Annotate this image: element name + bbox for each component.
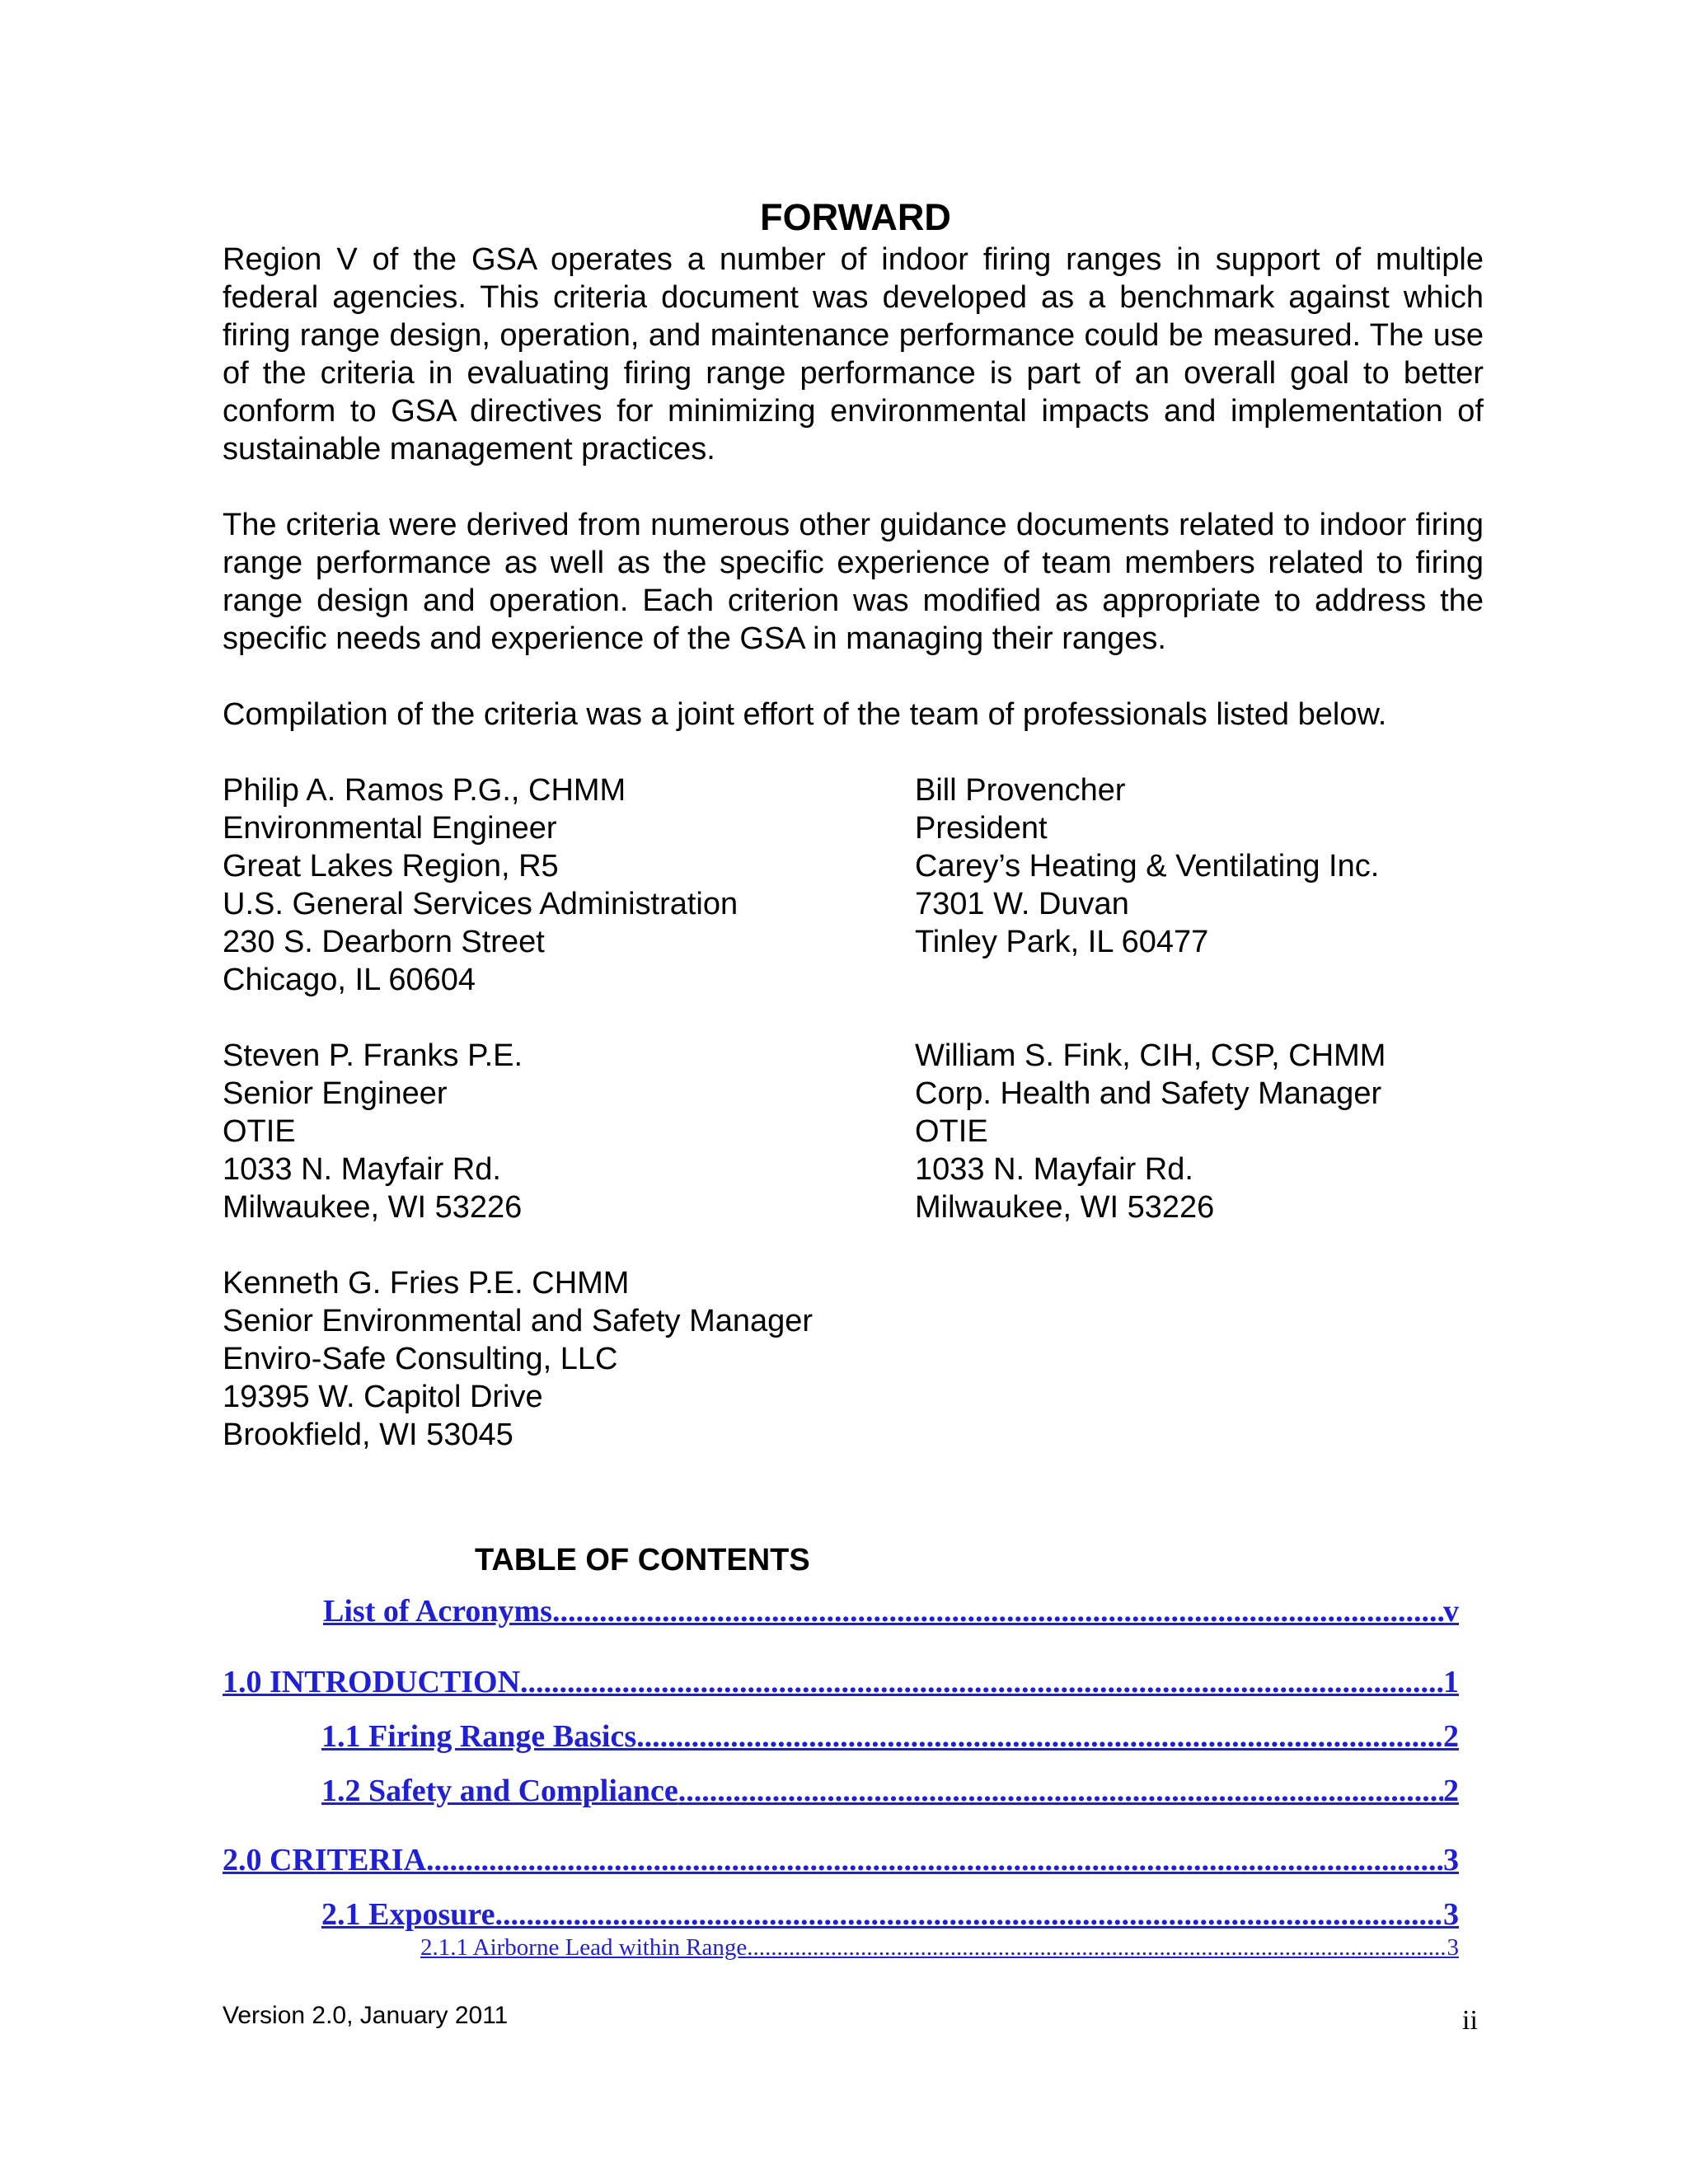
contact-title: Senior Environmental and Safety Manager (223, 1304, 814, 1338)
contact-line: Carey’s Heating & Ventilating Inc. (915, 849, 1380, 883)
toc-link-exposure[interactable] (321, 1896, 1459, 1933)
toc-link-list-of-acronyms[interactable] (323, 1592, 1459, 1630)
toc-link-firing-range-basics[interactable] (321, 1718, 1459, 1755)
forward-paragraph-1: Region V of the GSA operates a number of indoor firing ranges in support of multiple federal agencies. This criteria document was developed as a benchmark against which firing range design, operation, and maintenance performance could be measured. The use of the criteria in evaluating firing range performance is part of an overall goal to better conform to GSA directives for minimizing environmental impacts and implementation of sustainable management practices. (223, 242, 1484, 466)
toc-page-number: 3 (1443, 1843, 1459, 1877)
toc-page-number: 2 (1443, 1774, 1459, 1808)
table-of-contents (223, 1541, 1459, 1961)
contact-title: President (915, 811, 1048, 846)
contact-name: Steven P. Franks P.E. (223, 1038, 523, 1073)
toc-leader-dots (678, 1772, 1443, 1810)
toc-page-number: 3 (1447, 1934, 1459, 1961)
toc-label: 1.2 Safety and Compliance (321, 1774, 678, 1808)
contact-fink (915, 1037, 1484, 1226)
toc-page-number: 2 (1443, 1719, 1459, 1754)
contact-line: Chicago, IL 60604 (223, 963, 476, 997)
toc-label: 2.1 Exposure (321, 1897, 495, 1932)
contact-name: Kenneth G. Fries P.E. CHMM (223, 1266, 630, 1301)
contact-line: Brookfield, WI 53045 (223, 1418, 513, 1452)
toc-leader-dots (552, 1592, 1443, 1630)
contact-line: OTIE (915, 1114, 988, 1149)
toc-link-introduction[interactable] (223, 1663, 1459, 1701)
contact-line: Enviro-Safe Consulting, LLC (223, 1342, 618, 1376)
contact-line: 1033 N. Mayfair Rd. (223, 1152, 501, 1187)
toc-label: 1.1 Firing Range Basics (321, 1719, 637, 1754)
toc-leader-dots (426, 1841, 1443, 1879)
footer-version: Version 2.0, January 2011 (223, 2002, 509, 2029)
toc-page-number: 3 (1443, 1897, 1459, 1932)
contact-provencher (915, 771, 1484, 999)
toc-link-safety-and-compliance[interactable] (321, 1772, 1459, 1810)
contact-franks (223, 1037, 915, 1226)
contact-line: 19395 W. Capitol Drive (223, 1380, 543, 1414)
contacts-row-2 (223, 1037, 1484, 1226)
toc-title: TABLE OF CONTENTS (475, 1543, 810, 1577)
toc-label: 2.0 CRITERIA (223, 1843, 427, 1877)
contact-title: Senior Engineer (223, 1076, 448, 1111)
contacts-row-3 (223, 1264, 1484, 1454)
forward-title: FORWARD (760, 196, 951, 238)
contact-title: Environmental Engineer (223, 811, 557, 846)
toc-label: 2.1.1 Airborne Lead within Range (420, 1934, 748, 1961)
contact-name: William S. Fink, CIH, CSP, CHMM (915, 1038, 1386, 1073)
toc-label: List of Acronyms (323, 1594, 552, 1629)
contact-line: U.S. General Services Administration (223, 887, 738, 921)
toc-leader-dots (636, 1718, 1443, 1755)
contacts-row-1 (223, 771, 1484, 999)
forward-paragraph-2: The criteria were derived from numerous other guidance documents related to indoor firing range performance as well as the specific experience of team members related to firing range design and operation. Each criterion was modified as appropriate to address the specific needs and experience of the GSA in managing their ranges. (223, 508, 1484, 656)
contact-line: 230 S. Dearborn Street (223, 925, 545, 959)
contact-line: Milwaukee, WI 53226 (223, 1190, 523, 1225)
contact-line: Tinley Park, IL 60477 (915, 925, 1209, 959)
contact-line: Great Lakes Region, R5 (223, 849, 559, 883)
forward-paragraph-3: Compilation of the criteria was a joint effort of the team of professionals listed below. (223, 697, 1387, 732)
contact-title: Corp. Health and Safety Manager (915, 1076, 1382, 1111)
contact-fries (223, 1264, 915, 1454)
toc-label: 1.0 INTRODUCTION (223, 1665, 521, 1699)
toc-page-number: v (1443, 1594, 1459, 1629)
forward-section (223, 194, 1484, 1492)
toc-leader-dots (520, 1663, 1443, 1701)
footer-page-number: ii (1462, 2005, 1478, 2036)
toc-link-criteria[interactable] (223, 1841, 1459, 1879)
toc-page-number: 1 (1443, 1665, 1459, 1699)
contact-line: 1033 N. Mayfair Rd. (915, 1152, 1193, 1187)
contact-line: OTIE (223, 1114, 296, 1149)
toc-leader-dots (747, 1933, 1447, 1961)
contact-name: Bill Provencher (915, 773, 1126, 808)
toc-link-airborne-lead-within-range[interactable] (420, 1933, 1459, 1961)
toc-leader-dots (495, 1896, 1443, 1933)
contact-line: Milwaukee, WI 53226 (915, 1190, 1215, 1225)
contact-name: Philip A. Ramos P.G., CHMM (223, 773, 626, 808)
contact-line: 7301 W. Duvan (915, 887, 1129, 921)
contact-ramos (223, 771, 915, 999)
